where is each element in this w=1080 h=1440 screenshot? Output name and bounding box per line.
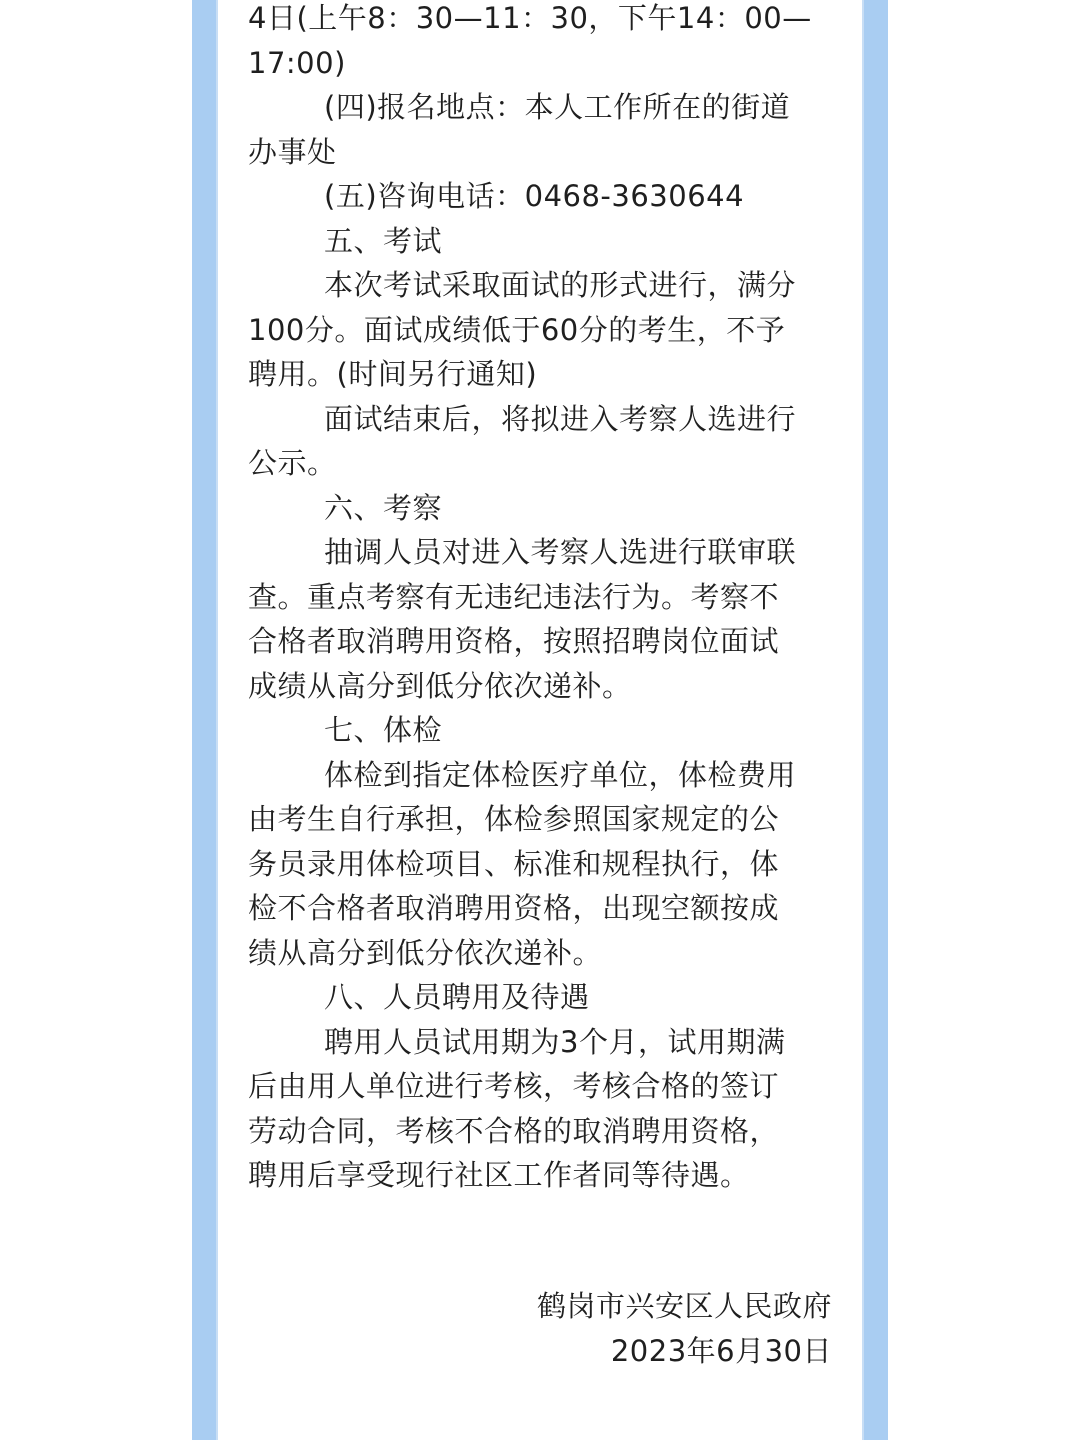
document-line: 八、人员聘用及待遇 <box>324 980 590 1014</box>
issuer-name: 鹤岗市兴安区人民政府 <box>536 1289 832 1323</box>
document-line: 后由用人单位进行考核，考核合格的签订 <box>248 1069 780 1103</box>
document-line: 检不合格者取消聘用资格，出现空额按成 <box>248 891 780 925</box>
document-line: (四)报名地点：本人工作所在的街道 <box>324 90 791 124</box>
document-body <box>248 0 832 1198</box>
left-inner-line <box>216 0 218 1440</box>
document-line: 17:00) <box>248 45 346 80</box>
document-line: 务员录用体检项目、标准和规程执行，体 <box>248 846 780 881</box>
document-line: 成绩从高分到低分依次递补。 <box>248 668 632 703</box>
document-line: 六、考察 <box>324 490 443 525</box>
document-line: (五)咨询电话：0468-3630644 <box>324 179 745 213</box>
document-line: 抽调人员对进入考察人选进行联审联 <box>324 535 797 569</box>
document-line: 五、考试 <box>324 223 443 258</box>
document-line: 查。重点考察有无违纪违法行为。考察不 <box>248 579 780 614</box>
right-inner-line <box>862 0 864 1440</box>
document-line: 100分。面试成绩低于60分的考生，不予 <box>248 312 786 347</box>
document-line: 本次考试采取面试的形式进行，满分 <box>324 268 797 302</box>
document-line: 劳动合同，考核不合格的取消聘用资格， <box>248 1113 780 1148</box>
document-line: 体检到指定体检医疗单位，体检费用 <box>324 757 797 792</box>
document-line: 七、体检 <box>324 713 443 747</box>
document-line: 聘用后享受现行社区工作者同等待遇。 <box>248 1158 750 1192</box>
right-border-stripe <box>864 0 888 1440</box>
document-line: 由考生自行承担，体检参照国家规定的公 <box>248 802 780 836</box>
issue-date: 2023年6月30日 <box>610 1334 832 1368</box>
document-line: 绩从高分到低分依次递补。 <box>248 935 603 970</box>
document-line: 4日(上午8：30—11：30，下午14：00— <box>248 1 812 35</box>
document-line: 公示。 <box>248 446 337 480</box>
document-line: 聘用。(时间另行通知) <box>248 357 538 391</box>
document-line: 办事处 <box>248 134 337 169</box>
document-line: 面试结束后，将拟进入考察人选进行 <box>324 401 797 436</box>
left-border-stripe <box>192 0 216 1440</box>
document-line: 聘用人员试用期为3个月，试用期满 <box>324 1024 786 1059</box>
document-line: 合格者取消聘用资格，按照招聘岗位面试 <box>248 624 780 658</box>
